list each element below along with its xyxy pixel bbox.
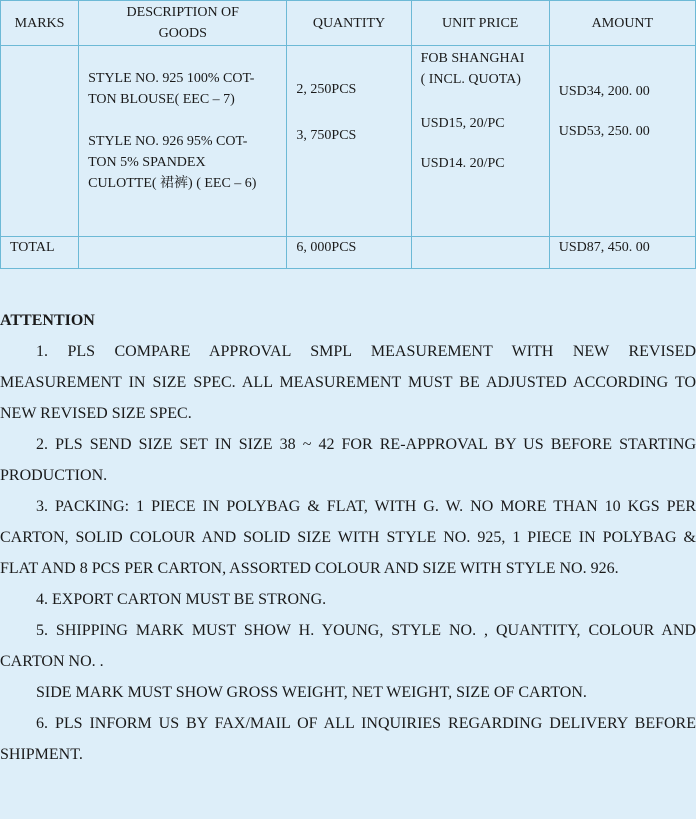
total-row <box>1 237 696 269</box>
amount-cell <box>549 46 695 237</box>
style-925-line-1: STYLE NO. 925 100% COT- <box>88 71 255 86</box>
amount-style-925: USD34, 200. 00 <box>558 84 650 99</box>
table-header-row <box>1 1 696 46</box>
total-unit-price-cell <box>411 237 549 269</box>
style-926-line-2: TON 5% SPANDEX <box>88 155 206 170</box>
marks-cell <box>1 46 79 237</box>
header-description: DESCRIPTION OF GOODS <box>79 1 287 46</box>
quantity-style-925: 2, 250PCS <box>296 82 357 97</box>
style-926-line-3: CULOTTE( 裙裤) ( EEC – 6) <box>88 176 257 191</box>
goods-table <box>0 0 696 269</box>
attention-item-4: 4. EXPORT CARTON MUST BE STRONG. <box>36 591 327 608</box>
style-925-line-2: TON BLOUSE( EEC – 7) <box>88 92 235 107</box>
description-cell <box>79 46 287 237</box>
attention-item-3: 3. PACKING: 1 PIECE IN POLYBAG & FLAT, WITH G. W. NO MORE THAN 10 KGS PER CARTON, SOLID COLOUR AND SOLID SIZE WITH STYLE NO. 925, 1 PIECE IN POLYBAG & FLAT AND 8 PCS PER CARTON, ASSORTED COLOUR AND SIZE WITH STYLE NO. 926. <box>0 498 696 577</box>
attention-item-5: 5. SHIPPING MARK MUST SHOW H. YOUNG, STYLE NO. , QUANTITY, COLOUR AND CARTON NO. . <box>0 622 696 670</box>
header-marks: MARKS <box>1 1 79 46</box>
attention-section <box>0 305 696 770</box>
unit-price-cell <box>411 46 549 237</box>
total-amount: USD87, 450. 00 <box>558 240 650 255</box>
attention-item-1: 1. PLS COMPARE APPROVAL SMPL MEASUREMENT WITH NEW REVISED MEASUREMENT IN SIZE SPEC. ALL MEASUREMENT MUST BE ADJUSTED ACCORDING TO NEW REVISED SIZE SPEC. <box>0 343 696 422</box>
unit-price-style-925: USD15, 20/PC <box>420 116 505 131</box>
unit-price-style-926: USD14. 20/PC <box>420 156 505 171</box>
style-926-line-1: STYLE NO. 926 95% COT- <box>88 134 248 149</box>
price-terms-line-1: FOB SHANGHAI <box>420 51 525 66</box>
table-row <box>1 46 696 237</box>
header-unit-price: UNIT PRICE <box>411 1 549 46</box>
attention-side-mark: SIDE MARK MUST SHOW GROSS WEIGHT, NET WEIGHT, SIZE OF CARTON. <box>36 684 587 701</box>
total-quantity: 6, 000PCS <box>296 240 357 255</box>
header-quantity: QUANTITY <box>287 1 411 46</box>
price-terms-line-2: ( INCL. QUOTA) <box>420 72 521 87</box>
amount-style-926: USD53, 250. 00 <box>558 124 650 139</box>
quantity-style-926: 3, 750PCS <box>296 128 357 143</box>
attention-item-6: 6. PLS INFORM US BY FAX/MAIL OF ALL INQUIRIES REGARDING DELIVERY BEFORE SHIPMENT. <box>0 715 696 763</box>
attention-title: ATTENTION <box>0 312 95 329</box>
quantity-cell <box>287 46 411 237</box>
attention-item-2: 2. PLS SEND SIZE SET IN SIZE 38 ~ 42 FOR RE-APPROVAL BY US BEFORE STARTING PRODUCTION. <box>0 436 696 484</box>
header-amount: AMOUNT <box>549 1 695 46</box>
total-label: TOTAL <box>10 240 55 255</box>
total-description-cell <box>79 237 287 269</box>
